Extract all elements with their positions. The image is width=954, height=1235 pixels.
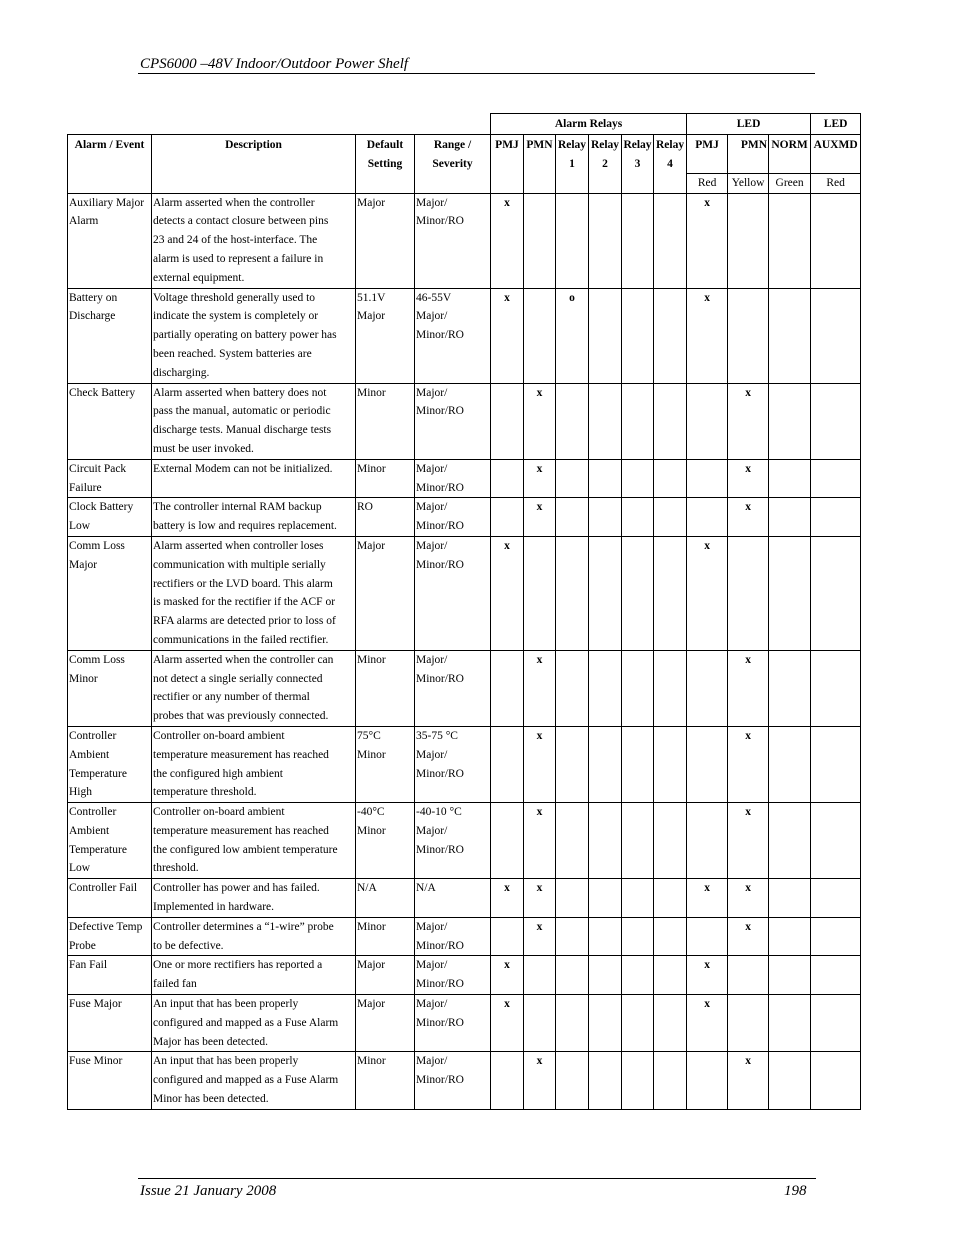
group-header-alarm-relays: Alarm Relays (491, 114, 687, 135)
range-severity-cell: N/A (415, 879, 491, 918)
alarm-event-cell: Battery on Discharge (68, 288, 152, 383)
mark-cell (622, 383, 654, 459)
table-row (68, 995, 861, 1052)
mark-cell (769, 498, 811, 537)
mark-cell (654, 459, 687, 498)
range-severity-cell: -40-10 °C Major/ Minor/RO (415, 803, 491, 879)
mark-cell (491, 650, 524, 726)
mark-cell: x (728, 879, 769, 918)
alarm-event-cell: Controller Ambient Temperature Low (68, 803, 152, 879)
mark-cell: x (491, 995, 524, 1052)
description-cell: The controller internal RAM backup battery is low and requires replacement. (152, 498, 356, 537)
mark-cell (589, 726, 622, 802)
mark-cell (811, 288, 861, 383)
mark-cell (811, 803, 861, 879)
mark-cell (687, 498, 728, 537)
mark-cell (769, 879, 811, 918)
mark-cell (654, 498, 687, 537)
alarm-event-cell: Check Battery (68, 383, 152, 459)
mark-cell: x (524, 726, 556, 802)
col-header-range-severity: Range / Severity (415, 134, 491, 193)
table-row (68, 1052, 861, 1109)
footer-page-number: 198 (784, 1183, 807, 1199)
alarm-table-body (68, 193, 861, 1109)
mark-cell: x (728, 498, 769, 537)
default-setting-cell: Major (356, 956, 415, 995)
description-cell: Controller on-board ambient temperature measurement has reached the configured low ambient temperature threshold. (152, 803, 356, 879)
mark-cell (589, 995, 622, 1052)
mark-cell (654, 956, 687, 995)
mark-cell: x (728, 917, 769, 956)
mark-cell: x (687, 193, 728, 288)
range-severity-cell: Major/ Minor/RO (415, 650, 491, 726)
mark-cell: x (524, 498, 556, 537)
header-rule (138, 73, 815, 74)
col-header-led-pmn: PMN (728, 134, 769, 173)
range-severity-cell: Major/ Minor/RO (415, 1052, 491, 1109)
mark-cell (491, 726, 524, 802)
mark-cell (687, 459, 728, 498)
mark-cell: x (491, 956, 524, 995)
mark-cell (769, 650, 811, 726)
mark-cell (728, 193, 769, 288)
range-severity-cell: 35-75 °C Major/ Minor/RO (415, 726, 491, 802)
mark-cell: x (491, 879, 524, 918)
table-row (68, 288, 861, 383)
mark-cell (654, 536, 687, 650)
description-cell: Controller on-board ambient temperature measurement has reached the configured high ambient temperature threshold. (152, 726, 356, 802)
mark-cell (524, 995, 556, 1052)
mark-cell (654, 383, 687, 459)
mark-cell (491, 459, 524, 498)
mark-cell: x (491, 536, 524, 650)
mark-cell (622, 726, 654, 802)
col-header-relay-pmj: PMJ (491, 134, 524, 193)
default-setting-cell: Minor (356, 459, 415, 498)
mark-cell (811, 956, 861, 995)
mark-cell: x (687, 288, 728, 383)
mark-cell: x (728, 459, 769, 498)
mark-cell (769, 917, 811, 956)
mark-cell (622, 193, 654, 288)
mark-cell (589, 288, 622, 383)
mark-cell: x (728, 1052, 769, 1109)
mark-cell: x (687, 956, 728, 995)
mark-cell (811, 726, 861, 802)
default-setting-cell: Major (356, 193, 415, 288)
description-cell: One or more rectifiers has reported a failed fan (152, 956, 356, 995)
range-severity-cell: Major/ Minor/RO (415, 917, 491, 956)
mark-cell (769, 536, 811, 650)
mark-cell (687, 650, 728, 726)
mark-cell (491, 498, 524, 537)
alarm-event-cell: Clock Battery Low (68, 498, 152, 537)
description-cell: Alarm asserted when the controller detects a contact closure between pins 23 and 24 of the host-interface. The alarm is used to represent a failure in external equipment. (152, 193, 356, 288)
mark-cell (811, 879, 861, 918)
mark-cell (654, 650, 687, 726)
mark-cell (556, 995, 589, 1052)
mark-cell (622, 536, 654, 650)
mark-cell (811, 383, 861, 459)
mark-cell (769, 803, 811, 879)
mark-cell (654, 995, 687, 1052)
mark-cell (769, 995, 811, 1052)
mark-cell (589, 879, 622, 918)
mark-cell (589, 650, 622, 726)
mark-cell (728, 995, 769, 1052)
table-row (68, 803, 861, 879)
mark-cell (769, 1052, 811, 1109)
mark-cell (524, 536, 556, 650)
description-cell: An input that has been properly configured and mapped as a Fuse Alarm Major has been detected. (152, 995, 356, 1052)
range-severity-cell: Major/ Minor/RO (415, 193, 491, 288)
mark-cell (687, 383, 728, 459)
footer-rule (138, 1178, 816, 1179)
mark-cell (622, 1052, 654, 1109)
mark-cell (654, 803, 687, 879)
range-severity-cell: Major/ Minor/RO (415, 995, 491, 1052)
mark-cell (654, 1052, 687, 1109)
mark-cell (687, 917, 728, 956)
mark-cell (654, 193, 687, 288)
table-row (68, 536, 861, 650)
alarm-event-cell: Circuit Pack Failure (68, 459, 152, 498)
table-row (68, 383, 861, 459)
alarm-event-cell: Auxiliary Major Alarm (68, 193, 152, 288)
mark-cell (491, 917, 524, 956)
mark-cell (491, 1052, 524, 1109)
col-header-description: Description (152, 134, 356, 193)
mark-cell (524, 193, 556, 288)
mark-cell (811, 650, 861, 726)
alarm-event-cell: Comm Loss Minor (68, 650, 152, 726)
mark-cell (622, 459, 654, 498)
mark-cell (556, 536, 589, 650)
description-cell: Controller determines a “1-wire” probe to be defective. (152, 917, 356, 956)
mark-cell (728, 288, 769, 383)
mark-cell (589, 1052, 622, 1109)
col-header-relay-2: Relay 2 (589, 134, 622, 193)
mark-cell (687, 726, 728, 802)
mark-cell (589, 498, 622, 537)
alarm-event-table (67, 113, 861, 1110)
alarm-event-cell: Defective Temp Probe (68, 917, 152, 956)
mark-cell (524, 956, 556, 995)
led-color-red: Red (687, 173, 728, 193)
default-setting-cell: 51.1V Major (356, 288, 415, 383)
table-row (68, 726, 861, 802)
mark-cell (622, 498, 654, 537)
default-setting-cell: N/A (356, 879, 415, 918)
mark-cell (811, 995, 861, 1052)
mark-cell (622, 650, 654, 726)
mark-cell (622, 917, 654, 956)
mark-cell (589, 917, 622, 956)
col-header-led-pmj: PMJ (687, 134, 728, 173)
mark-cell: x (728, 383, 769, 459)
table-row (68, 459, 861, 498)
table-row (68, 956, 861, 995)
mark-cell: x (524, 879, 556, 918)
description-cell: An input that has been properly configured and mapped as a Fuse Alarm Minor has been detected. (152, 1052, 356, 1109)
mark-cell (589, 383, 622, 459)
col-header-led-auxmd: AUXMD (811, 134, 861, 173)
range-severity-cell: Major/ Minor/RO (415, 536, 491, 650)
group-header-led-auxmd: LED (811, 114, 861, 135)
mark-cell (654, 879, 687, 918)
mark-cell (491, 803, 524, 879)
mark-cell (622, 288, 654, 383)
mark-cell (622, 956, 654, 995)
mark-cell (769, 956, 811, 995)
mark-cell: x (728, 726, 769, 802)
mark-cell (811, 193, 861, 288)
led-color-red-auxmd: Red (811, 173, 861, 193)
mark-cell (589, 956, 622, 995)
mark-cell (811, 498, 861, 537)
description-cell: Controller has power and has failed. Implemented in hardware. (152, 879, 356, 918)
mark-cell (769, 459, 811, 498)
mark-cell (654, 726, 687, 802)
alarm-event-cell: Comm Loss Major (68, 536, 152, 650)
mark-cell: x (687, 879, 728, 918)
mark-cell (524, 288, 556, 383)
col-header-default-setting: Default Setting (356, 134, 415, 193)
mark-cell: x (491, 193, 524, 288)
mark-cell (556, 803, 589, 879)
col-header-alarm-event: Alarm / Event (68, 134, 152, 193)
default-setting-cell: Minor (356, 383, 415, 459)
default-setting-cell: Minor (356, 1052, 415, 1109)
alarm-event-cell: Controller Ambient Temperature High (68, 726, 152, 802)
mark-cell (811, 536, 861, 650)
led-color-green: Green (769, 173, 811, 193)
mark-cell (491, 383, 524, 459)
mark-cell (769, 288, 811, 383)
alarm-event-cell: Controller Fail (68, 879, 152, 918)
mark-cell (769, 383, 811, 459)
mark-cell (769, 726, 811, 802)
table-row (68, 650, 861, 726)
led-color-yellow: Yellow (728, 173, 769, 193)
default-setting-cell: 75°C Minor (356, 726, 415, 802)
table-row (68, 193, 861, 288)
group-header-led: LED (687, 114, 811, 135)
mark-cell: x (728, 650, 769, 726)
mark-cell (728, 956, 769, 995)
range-severity-cell: Major/ Minor/RO (415, 956, 491, 995)
description-cell: Alarm asserted when battery does not pass the manual, automatic or periodic discharge tests. Manual discharge tests must be user invoked. (152, 383, 356, 459)
mark-cell (589, 803, 622, 879)
table-row (68, 917, 861, 956)
mark-cell (687, 803, 728, 879)
mark-cell (556, 917, 589, 956)
range-severity-cell: Major/ Minor/RO (415, 383, 491, 459)
mark-cell (589, 536, 622, 650)
mark-cell (556, 1052, 589, 1109)
range-severity-cell: Major/ Minor/RO (415, 459, 491, 498)
default-setting-cell: Minor (356, 917, 415, 956)
mark-cell (589, 193, 622, 288)
mark-cell (622, 879, 654, 918)
mark-cell: o (556, 288, 589, 383)
alarm-event-cell: Fuse Minor (68, 1052, 152, 1109)
mark-cell (556, 459, 589, 498)
range-severity-cell: 46-55V Major/ Minor/RO (415, 288, 491, 383)
description-cell: Alarm asserted when controller loses communication with multiple serially rectifiers or the LVD board. This alarm is masked for the rectifier if the ACF or RFA alarms are detected prior to loss of communications in the failed rectifier. (152, 536, 356, 650)
range-severity-cell: Major/ Minor/RO (415, 498, 491, 537)
default-setting-cell: RO (356, 498, 415, 537)
mark-cell (811, 917, 861, 956)
mark-cell (556, 498, 589, 537)
mark-cell (556, 383, 589, 459)
table-group-header-row (68, 114, 861, 135)
mark-cell: x (524, 459, 556, 498)
col-header-relay-3: Relay 3 (622, 134, 654, 193)
col-header-relay-pmn: PMN (524, 134, 556, 193)
mark-cell (556, 956, 589, 995)
col-header-relay-1: Relay 1 (556, 134, 589, 193)
alarm-event-cell: Fuse Major (68, 995, 152, 1052)
mark-cell (687, 1052, 728, 1109)
mark-cell (654, 288, 687, 383)
mark-cell: x (491, 288, 524, 383)
alarm-event-cell: Fan Fail (68, 956, 152, 995)
col-header-led-norm: NORM (769, 134, 811, 173)
page-header-title: CPS6000 –48V Indoor/Outdoor Power Shelf (140, 56, 409, 72)
default-setting-cell: Minor (356, 650, 415, 726)
mark-cell: x (728, 803, 769, 879)
mark-cell (589, 459, 622, 498)
mark-cell (622, 803, 654, 879)
description-cell: Alarm asserted when the controller can not detect a single serially connected rectifier or any number of thermal probes that was previously connected. (152, 650, 356, 726)
default-setting-cell: Major (356, 995, 415, 1052)
mark-cell: x (524, 383, 556, 459)
group-header-spacer (68, 114, 491, 135)
mark-cell (622, 995, 654, 1052)
mark-cell (811, 1052, 861, 1109)
mark-cell: x (687, 536, 728, 650)
mark-cell: x (524, 803, 556, 879)
col-header-relay-4: Relay 4 (654, 134, 687, 193)
description-cell: Voltage threshold generally used to indicate the system is completely or partially operating on battery power has been reached. System batteries are discharging. (152, 288, 356, 383)
mark-cell: x (524, 1052, 556, 1109)
default-setting-cell: Major (356, 536, 415, 650)
table-row (68, 879, 861, 918)
mark-cell: x (687, 995, 728, 1052)
mark-cell (556, 726, 589, 802)
table-row (68, 498, 861, 537)
mark-cell (556, 879, 589, 918)
mark-cell (811, 459, 861, 498)
mark-cell (654, 917, 687, 956)
mark-cell: x (524, 650, 556, 726)
table-column-header-row (68, 134, 861, 173)
description-cell: External Modem can not be initialized. (152, 459, 356, 498)
mark-cell (556, 650, 589, 726)
mark-cell (556, 193, 589, 288)
mark-cell: x (524, 917, 556, 956)
footer-issue-date: Issue 21 January 2008 (140, 1183, 277, 1199)
default-setting-cell: -40°C Minor (356, 803, 415, 879)
mark-cell (728, 536, 769, 650)
mark-cell (769, 193, 811, 288)
